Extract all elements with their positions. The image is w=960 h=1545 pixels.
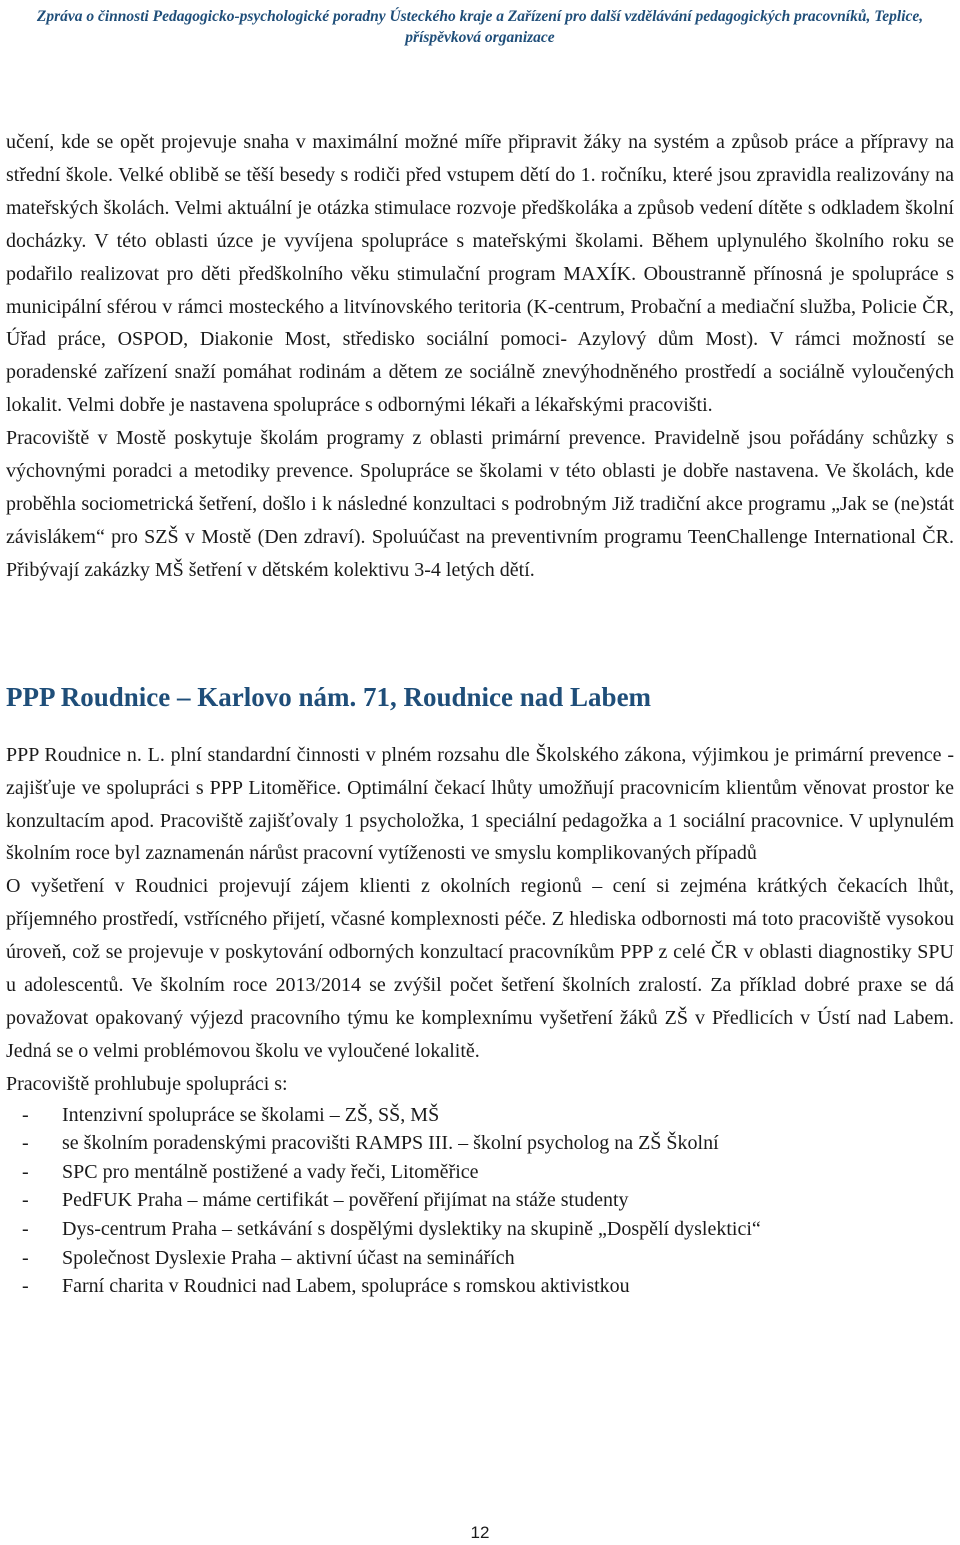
- list-item: [6, 1101, 954, 1130]
- list-item-text: Intenzivní spolupráce se školami – ZŠ, SŠ, MŠ: [62, 1103, 440, 1126]
- cooperation-list: [6, 1101, 954, 1301]
- list-dash: -: [22, 1132, 29, 1155]
- document-body: [6, 126, 954, 1301]
- list-item: [6, 1272, 954, 1301]
- list-dash: -: [22, 1246, 29, 1269]
- list-item-text: PedFUK Praha – máme certifikát – pověření přijímat na stáže studenty: [62, 1189, 629, 1212]
- paragraph-most-cooperation: učení, kde se opět projevuje snaha v maximální možné míře připravit žáky na systém a způsob práce a přípravy na střední škole. Velké oblibě se těší besedy s rodiči před vstupem dětí do 1. ročníku, které jsou zpravidla realizovány na mateřských školách. Velmi aktuální je otázka stimulace rozvoje předškoláka a způsob vedení dítěte s odkladem školní docházky. V této oblasti úzce je vyvíjena spolupráce s mateřskými školami. Během uplynulého školního roku se podařilo realizovat pro děti předškolního věku stimulační program MAXÍK. Oboustranně přínosná je spolupráce s municipální sférou v rámci mosteckého a litvínovského teritoria (K-centrum, Probační a mediační služba, Policie ČR, Úřad práce, OSPOD, Diakonie Most, středisko sociální pomoci- Azylový dům Most). V rámci možností se poradenské zařízení snaží pomáhat rodinám a dětem ze sociálně znevýhodněného prostředí a sociálně vyloučených lokalit. Velmi dobře je nastavena spolupráce s odbornými lékaři a lékařskými pracovišti.: [6, 131, 954, 417]
- list-item-text: se školním poradenskými pracovišti RAMPS III. – školní psycholog na ZŠ Školní: [62, 1132, 719, 1155]
- list-item: [6, 1129, 954, 1158]
- page-number: 12: [470, 1523, 490, 1542]
- list-item-text: SPC pro mentálně postižené a vady řeči, Litoměřice: [62, 1160, 479, 1183]
- section-heading: PPP Roudnice – Karlovo nám. 71, Roudnice nad Labem: [6, 681, 652, 712]
- list-item-text: Dys-centrum Praha – setkávání s dospělými dyslektiky na skupině „Dospělí dyslektici“: [62, 1218, 761, 1241]
- list-dash: -: [22, 1218, 29, 1241]
- list-dash: -: [22, 1160, 29, 1183]
- list-dash: -: [22, 1275, 29, 1298]
- paragraph-roudnice-clients: O vyšetření v Roudnici projevují zájem klienti z okolních regionů – cení si zejména krátkých čekacích lhůt, příjemného prostředí, vstřícného přijetí, včasné komplexnosti péče. Z hlediska odbornosti má toto pracoviště vysokou úroveň, což se projevuje v poskytování odborných konzultací pracovníkům PPP z celé ČR v oblasti diagnostiky SPU u adolescentů. Ve školním roce 2013/2014 se zvýšil počet šetření školních zralostí. Za příklad dobré praxe se dá považovat opakovaný výjezd pracovního týmu ke komplexnímu vyšetření žáků ZŠ v Předlicích v Ústí nad Labem. Jedná se o velmi problémovou školu ve vyloučené lokalitě.: [6, 875, 954, 1062]
- list-dash: -: [22, 1103, 29, 1126]
- list-dash: -: [22, 1189, 29, 1212]
- list-item: [6, 1158, 954, 1187]
- paragraph-most-prevention: Pracoviště v Mostě poskytuje školám programy z oblasti primární prevence. Pravidelně jsou pořádány schůzky s výchovnými poradci a metodiky prevence. Spolupráce se školami v této oblasti je dobře nastavena. Ve školách, kde proběhla sociometrická šetření, došlo i k následné konzultaci s podrobným Již tradiční akce programu „Jak se (ne)stát závislákem“ pro SZŠ v Mostě (Den zdraví). Spoluúčast na preventivním programu TeenChallenge International ČR. Přibývají zakázky MŠ šetření v dětském kolektivu 3-4 letých dětí.: [6, 427, 954, 581]
- page-header: [0, 6, 960, 48]
- list-item-text: Farní charita v Roudnici nad Labem, spolupráce s romskou aktivistkou: [62, 1275, 630, 1298]
- list-item: [6, 1244, 954, 1273]
- header-line-1: Zpráva o činnosti Pedagogicko-psychologické poradny Ústeckého kraje a Zařízení pro další vzdělávání pedagogických pracovníků, Teplice,: [36, 8, 924, 25]
- list-item: [6, 1215, 954, 1244]
- paragraph-roudnice-activities: PPP Roudnice n. L. plní standardní činnosti v plném rozsahu dle Školského zákona, výjimkou je primární prevence - zajišťuje ve spolupráci s PPP Litoměřice. Optimální čekací lhůty umožňují pracovnicím klientům věnovat prostor ke konzultacím apod. Pracoviště zajišťovaly 1 psycholožka, 1 speciální pedagožka a 1 sociální pracovnice. V uplynulém školním roce byl zaznamenán nárůst pracovní vytíženosti ve smyslu komplikovaných případů: [6, 743, 954, 865]
- list-intro: Pracoviště prohlubuje spolupráci s:: [6, 1072, 288, 1095]
- list-item: [6, 1186, 954, 1215]
- header-line-2: příspěvková organizace: [405, 29, 555, 46]
- list-item-text: Společnost Dyslexie Praha – aktivní účast na seminářích: [62, 1246, 515, 1269]
